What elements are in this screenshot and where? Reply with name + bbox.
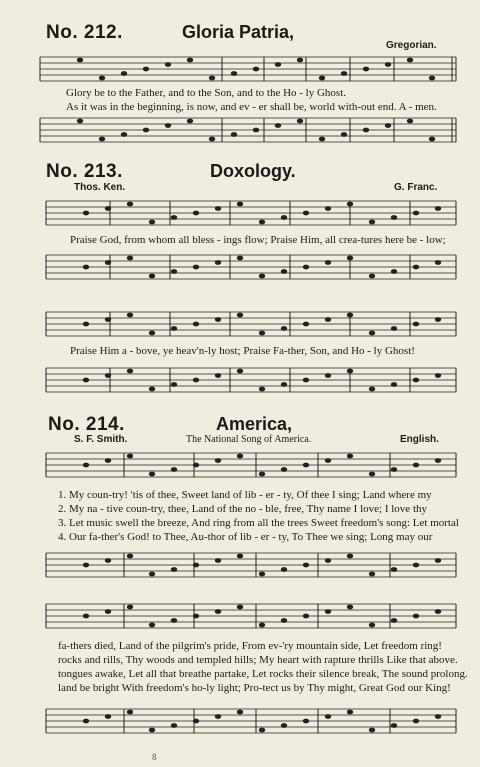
hymn-213-composer: G. Franc. bbox=[394, 182, 438, 193]
hymn-213-author: Thos. Ken. bbox=[74, 182, 126, 193]
staff-213-bass-1 bbox=[46, 255, 456, 279]
staff-214-treble-1 bbox=[46, 453, 456, 477]
hymn-213-number: No. 213. bbox=[46, 161, 123, 182]
hymn-213-lyric-2: Praise Him a - bove, ye heav'n-ly host; Praise Fa-ther, Son, and Ho - ly Ghost! bbox=[70, 345, 415, 357]
staff-214-bass-2 bbox=[46, 709, 456, 733]
staff-213-treble-1 bbox=[46, 201, 456, 225]
hymn-214-verse-1-top: 1. My coun-try! 'tis of thee, Sweet land of lib - er - ty, Of thee I sing; Land where my bbox=[58, 489, 432, 501]
hymn-212-title: Gloria Patria, bbox=[182, 22, 295, 42]
staff-212-bass bbox=[40, 118, 456, 142]
staff-212-treble bbox=[40, 57, 456, 81]
hymn-214-author: S. F. Smith. bbox=[74, 434, 128, 445]
staff-213-bass-2 bbox=[46, 368, 456, 392]
staff-214-treble-2 bbox=[46, 604, 456, 628]
hymn-214-verse-2-bottom: rocks and rills, Thy woods and templed hills; My heart with rapture thrills Like that above. bbox=[58, 654, 458, 666]
hymn-214-verse-1-bottom: fa-thers died, Land of the pilgrim's pride, From ev-'ry mountain side, Let freedom ring! bbox=[58, 640, 442, 652]
hymn-213-title: Doxology. bbox=[210, 161, 296, 181]
hymn-212-lyric-1: Glory be to the Father, and to the Son, and to the Ho - ly Ghost. bbox=[66, 87, 347, 99]
hymn-212-lyric-2: As it was in the beginning, is now, and ev - er shall be, world with-out end. A - men. bbox=[66, 101, 437, 113]
hymn-214-verse-2-top: 2. My na - tive coun-try, thee, Land of the no - ble, free, Thy name I love; I love thy bbox=[58, 503, 427, 515]
staff-213-treble-2 bbox=[46, 312, 456, 336]
hymn-214-verse-4-top: 4. Our fa-ther's God! to Thee, Au-thor of lib - er - ty, To Thee we sing; Long may our bbox=[58, 531, 433, 543]
hymn-212-number: No. 212. bbox=[46, 22, 123, 43]
hymn-214-verse-3-top: 3. Let music swell the breeze, And ring from all the trees Sweet freedom's song: Let mortal bbox=[58, 517, 459, 529]
hymn-214-verse-3-bottom: tongues awake, Let all that breathe partake, Let rocks their silence break, The sound prolong. bbox=[58, 668, 468, 680]
hymn-214-number: No. 214. bbox=[48, 414, 125, 435]
hymn-213-lyric-1: Praise God, from whom all bless - ings flow; Praise Him, all crea-tures here be - low; bbox=[70, 234, 446, 246]
hymn-214-verse-4-bottom: land be bright With freedom's ho-ly light; Pro-tect us by Thy might, Great God our King! bbox=[58, 682, 451, 694]
staff-214-bass-1 bbox=[46, 553, 456, 577]
page-number: 8 bbox=[152, 752, 157, 762]
hymn-214-title: America, bbox=[216, 414, 293, 434]
hymn-212-composer: Gregorian. bbox=[386, 40, 437, 51]
hymn-214-subtitle: The National Song of America. bbox=[186, 434, 312, 445]
hymn-214-composer: English. bbox=[400, 434, 439, 445]
